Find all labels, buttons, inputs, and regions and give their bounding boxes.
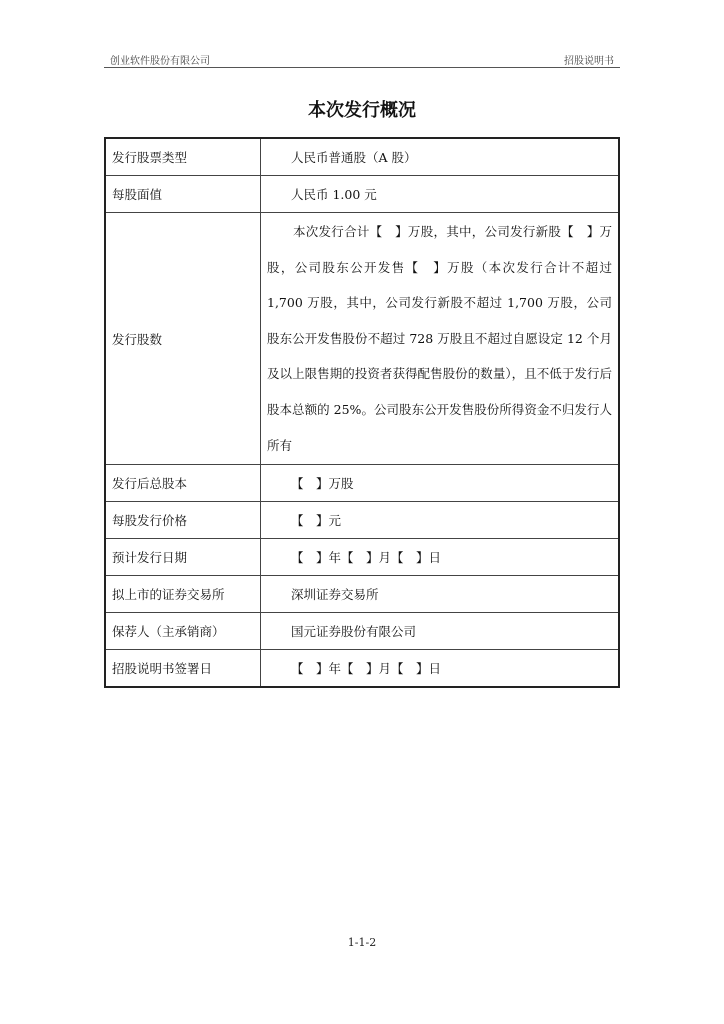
row-label: 每股发行价格 [105, 502, 261, 539]
row-value: 国元证券股份有限公司 [261, 613, 620, 650]
row-label: 预计发行日期 [105, 539, 261, 576]
table-row [105, 138, 619, 176]
row-value: 深圳证券交易所 [261, 576, 620, 613]
row-label: 每股面值 [105, 176, 261, 213]
row-value: 【 】万股 [261, 465, 620, 502]
row-label: 招股说明书签署日 [105, 650, 261, 688]
header-company: 创业软件股份有限公司 [110, 56, 210, 67]
row-value: 【 】年【 】月【 】日 [261, 650, 620, 688]
row-label: 发行股票类型 [105, 138, 261, 176]
offering-summary-table [104, 137, 620, 688]
header-doc-type: 招股说明书 [564, 56, 614, 67]
row-label: 保荐人（主承销商） [105, 613, 261, 650]
table-row [105, 213, 619, 465]
table-row [105, 539, 619, 576]
table-row [105, 613, 619, 650]
row-label: 拟上市的证券交易所 [105, 576, 261, 613]
row-label: 发行股数 [105, 213, 261, 465]
table-row [105, 576, 619, 613]
row-value: 人民币普通股（A 股） [261, 138, 620, 176]
table-row [105, 502, 619, 539]
row-value-cell [261, 213, 620, 465]
table-row [105, 465, 619, 502]
table-row [105, 176, 619, 213]
page-number: 1-1-2 [347, 936, 377, 949]
row-value: 【 】元 [261, 502, 620, 539]
table-row [105, 650, 619, 688]
row-label: 发行后总股本 [105, 465, 261, 502]
row-value: 本次发行合计【 】万股，其中，公司发行新股【 】万股，公司股东公开发售【 】万股（本次发行合计不超过 1,700 万股，其中，公司发行新股不超过 1,700 万股，公司股东公开发售股份不超过 728 万股且不超过自愿设定 12 个月及以上限售期的投资者获得配售股份的数量），且不低于发行后股本总额的 25%。公司股东公开发售股份所得资金不归发行人所有 [267, 224, 612, 453]
row-value: 人民币 1.00 元 [261, 176, 620, 213]
row-value: 【 】年【 】月【 】日 [261, 539, 620, 576]
page-title: 本次发行概况 [308, 100, 416, 121]
header-divider [104, 67, 620, 68]
